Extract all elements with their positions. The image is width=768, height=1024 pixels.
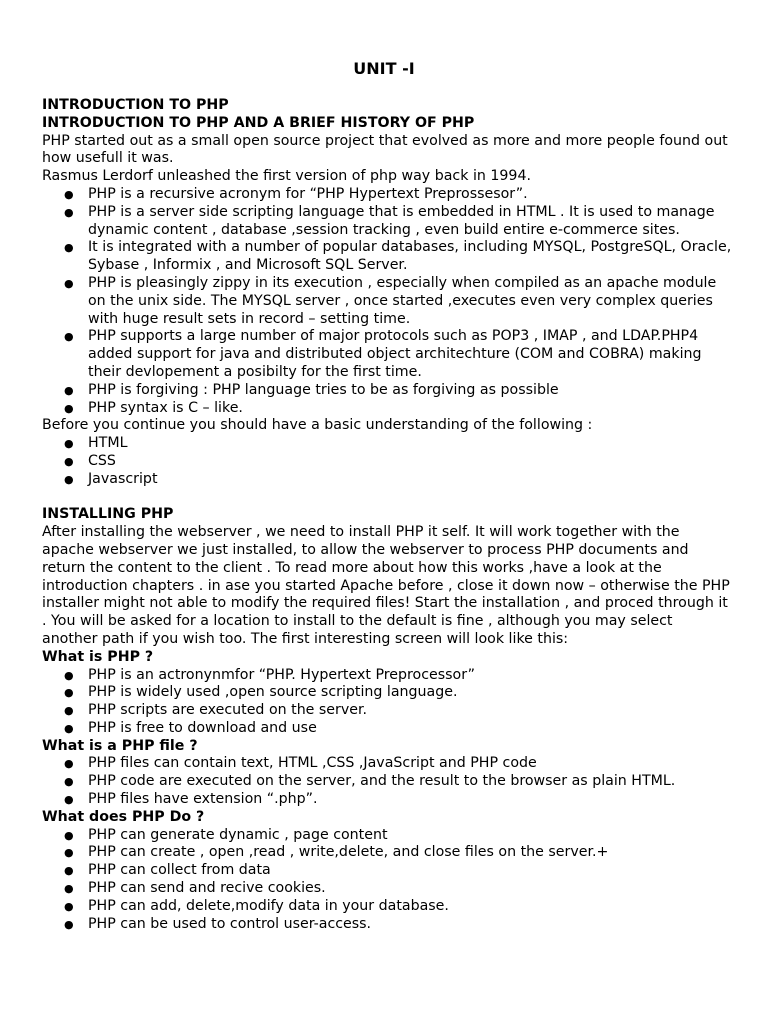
list-item: ● PHP can collect from data [42,862,732,880]
php-do-list [42,827,732,934]
intro-paragraph-lerdorf: Rasmus Lerdorf unleashed the first version of php way back in 1994. [42,168,531,185]
intro-paragraph: PHP started out as a small open source project that evolved as more and more people found out how usefull it was. [42,132,728,167]
php-file-list [42,755,732,808]
prerequisite-list [42,435,732,488]
list-item: ● PHP syntax is C – like. [42,400,732,418]
heading-history: INTRODUCTION TO PHP AND A BRIEF HISTORY OF PHP [42,114,475,131]
list-item: ● PHP is an actronynmfor “PHP. Hypertext Preprocessor” [42,667,732,685]
list-item: ● PHP can add, delete,modify data in your database. [42,898,732,916]
spacer [42,489,732,507]
list-item: ● HTML [42,435,732,453]
list-item: ● It is integrated with a number of popular databases, including MYSQL, PostgreSQL, Oracle, Sybase , Informix , and Microsoft SQL Server. [42,239,732,275]
list-item: ● PHP is a server side scripting language that is embedded in HTML . It is used to manage dynamic content , database ,session tracking , even build entire e-commerce sites. [42,204,732,240]
list-item: ● PHP can be used to control user-access. [42,916,732,934]
list-item: ● PHP can create , open ,read , write,delete, and close files on the server.+ [42,844,732,862]
list-item: ● PHP can generate dynamic , page content [42,827,732,845]
list-item: ● PHP supports a large number of major protocols such as POP3 , IMAP , and LDAP.PHP4 added support for java and distributed object architechture (COM and COBRA) making their devlopement a posibilty for the first time. [42,328,732,381]
list-item: ● PHP code are executed on the server, and the result to the browser as plain HTML. [42,773,732,791]
list-item: ● PHP files can contain text, HTML ,CSS ,JavaScript and PHP code [42,755,732,773]
list-item: ● PHP is forgiving : PHP language tries to be as forgiving as possible [42,382,732,400]
list-item: ● PHP scripts are executed on the server. [42,702,732,720]
intro-bullet-list [42,186,732,417]
list-item: ● PHP is a recursive acronym for “PHP Hypertext Preprossesor”. [42,186,732,204]
list-item: ● Javascript [42,471,732,489]
page-title: UNIT -I [353,59,415,78]
heading-introduction: INTRODUCTION TO PHP [42,97,229,113]
heading-php-file: What is a PHP file ? [42,737,198,754]
document-body [42,97,732,933]
list-item: ● CSS [42,453,732,471]
prerequisite-text: Before you continue you should have a basic understanding of the following : [42,417,593,434]
list-item: ● PHP files have extension “.php”. [42,791,732,809]
list-item: ● PHP is pleasingly zippy in its execution , especially when compiled as an apache module on the unix side. The MYSQL server , once started ,executes even very complex queries with huge result sets in record – setting time. [42,275,732,328]
installing-paragraph: After installing the webserver , we need to install PHP it self. It will work together with the apache webserver we just installed, to allow the webserver to process PHP documents and return the content to the client . To read more about how this works ,have a look at the introduction chapters . in ase you started Apache before , close it down now – otherwise the PHP installer might not able to modify the required files! Start the installation , and proced through it . You will be asked for a location to install to the default is fine , although you may select another path if you wish too. The first interesting screen will look like this: [42,524,730,647]
list-item: ● PHP is widely used ,open source scripting language. [42,684,732,702]
what-is-list [42,667,732,738]
heading-what-is-php: What is PHP ? [42,648,154,665]
heading-what-does-php-do: What does PHP Do ? [42,808,205,825]
list-item: ● PHP is free to download and use [42,720,732,738]
heading-installing: INSTALLING PHP [42,506,174,523]
list-item: ● PHP can send and recive cookies. [42,880,732,898]
